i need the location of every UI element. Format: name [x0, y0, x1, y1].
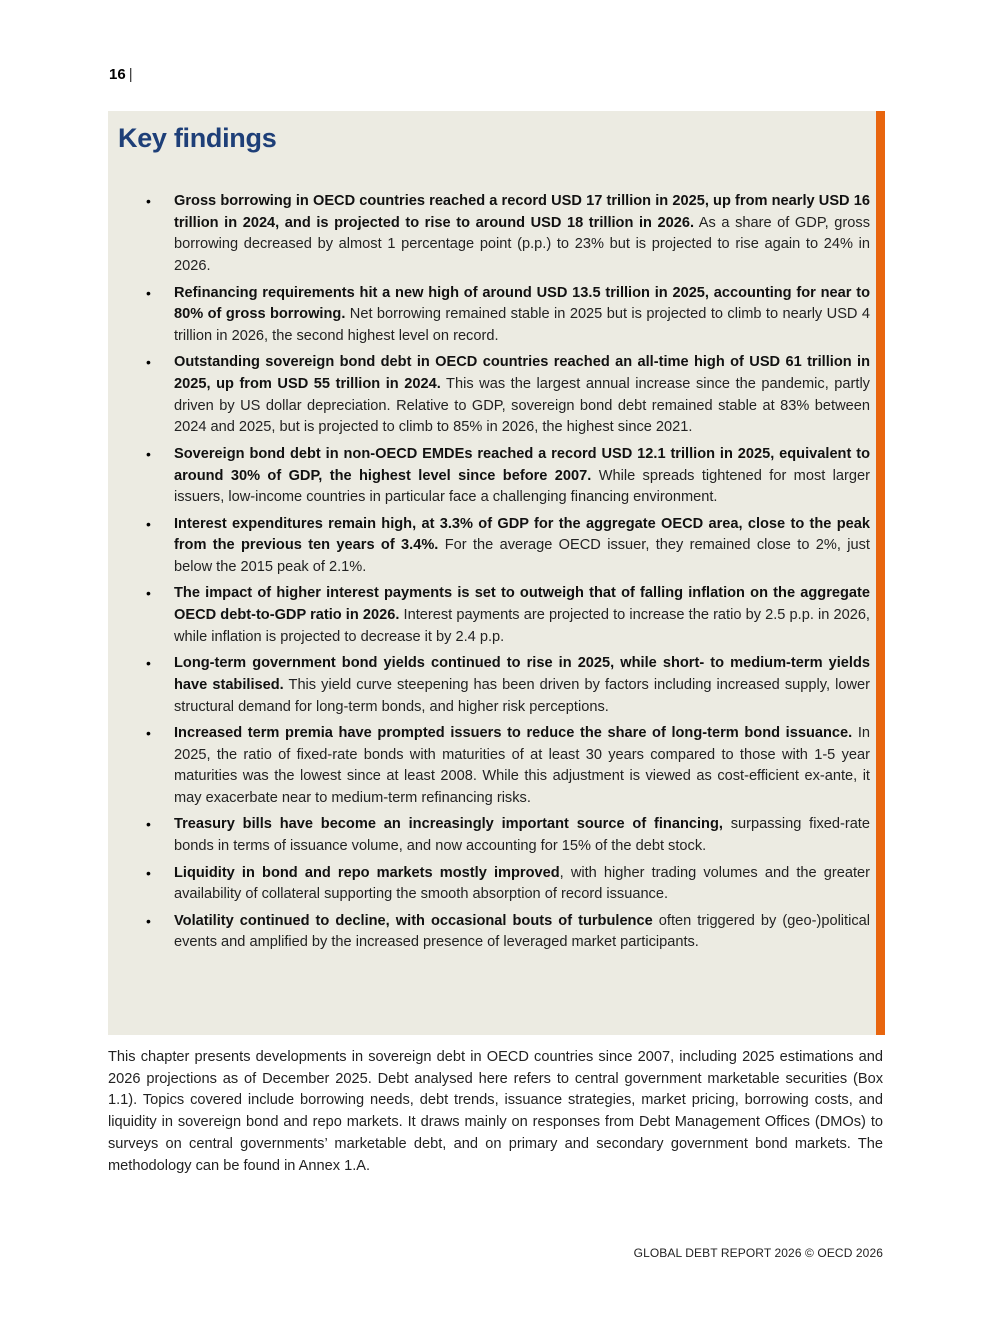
key-finding-lead: The impact of higher interest payments is set to outweigh that of falling inflation on the aggregate OECD debt-to-GDP ratio in 2026. — [174, 585, 870, 624]
bullet-icon: • — [146, 585, 151, 602]
key-findings-list — [146, 191, 871, 959]
key-finding-body: often triggered by (geo-)political events and amplified by the increased presence of leveraged market participants. — [174, 912, 870, 951]
key-finding-lead: Long-term government bond yields continued to rise in 2025, while short- to medium-term yields have stabilised. — [174, 655, 870, 693]
bullet-icon: • — [146, 816, 151, 833]
key-finding-item — [146, 191, 870, 278]
key-findings-box — [108, 111, 885, 1035]
key-finding-lead: Sovereign bond debt in non-OECD EMDEs reached a record USD 12.1 trillion in 2025, equivalent to around 30% of GDP, the highest level since before 2007. — [174, 445, 870, 484]
bullet-icon: • — [146, 912, 151, 929]
key-finding-body: Net borrowing remained stable in 2025 but is projected to climb to nearly USD 4 trillion in 2026, the second highest level on record. — [174, 306, 870, 344]
bullet-icon: • — [146, 354, 151, 371]
key-finding-lead: Liquidity in bond and repo markets mostly improved — [174, 864, 560, 881]
key-finding-item — [146, 583, 870, 648]
key-finding-body: For the average OECD issuer, they remained close to 2%, just below the 2015 peak of 2.1%. — [174, 537, 870, 575]
page-number-separator: | — [128, 66, 133, 83]
key-finding-body: In 2025, the ratio of fixed-rate bonds with maturities of at least 30 years compared to those with 1-5 year maturities was the lowest since at least 2008. While this adjustment is viewed as cost-efficient ex-ante, it may exacerbate near to medium-term refinancing risks. — [174, 724, 871, 807]
key-finding-lead: Interest expenditures remain high, at 3.3% of GDP for the aggregate OECD area, close to the peak from the previous ten years of 3.4%. — [174, 515, 870, 554]
key-finding-body: While spreads tightened for most larger issuers, low-income countries in particular face a challenging financing environment. — [174, 467, 870, 506]
bullet-icon: • — [146, 193, 151, 209]
key-finding-item — [146, 911, 870, 954]
chapter-intro-paragraph: This chapter presents developments in sovereign debt in OECD countries since 2007, including 2025 estimations and 2026 projections as of December 2025. Debt analysed here refers to central government marketable securities (Box 1.1). Topics covered include borrowing needs, debt trends, issuance strategies, market pricing, borrowing costs, and liquidity in sovereign bond and repo markets. It draws mainly on responses from Debt Management Offices (DMOs) to surveys on central governments’ marketable debt, and on primary and secondary government bond markets. The methodology can be found in Annex 1.A. — [108, 1049, 883, 1174]
key-finding-body: This was the largest annual increase since the pandemic, partly driven by US dollar depreciation. Relative to GDP, sovereign bond debt remained stable at 83% between 2024 and 2025, but is projected to climb to 85% in 2026, the highest since 2021. — [174, 376, 870, 436]
bullet-icon: • — [146, 724, 151, 741]
key-finding-lead: Outstanding sovereign bond debt in OECD countries reached an all-time high of USD 61 trillion in 2025, up from USD 55 trillion in 2024. — [174, 354, 870, 392]
key-finding-body: As a share of GDP, gross borrowing decreased by almost 1 percentage point (p.p.) to 23% but is projected to rise again to 24% in 2026. — [174, 214, 870, 275]
key-finding-body: , with higher trading volumes and the greater availability of collateral supporting the smooth absorption of record issuance. — [174, 864, 870, 903]
page-footer: GLOBAL DEBT REPORT 2026 © OECD 2026 — [633, 1246, 883, 1260]
bullet-icon: • — [146, 445, 151, 462]
key-finding-lead: Increased term premia have prompted issuers to reduce the share of long-term bond issuance. — [174, 724, 853, 741]
page-number — [109, 66, 133, 83]
key-finding-body: surpassing fixed-rate bonds in terms of issuance volume, and now accounting for 15% of the debt stock. — [174, 816, 870, 855]
page-number-value: 16 — [109, 66, 126, 83]
key-finding-lead: Treasury bills have become an increasingly important source of financing, — [174, 816, 723, 833]
key-finding-item — [146, 814, 870, 857]
key-finding-lead: Volatility continued to decline, with occasional bouts of turbulence — [174, 912, 653, 929]
bullet-icon: • — [146, 284, 151, 301]
key-finding-lead: Gross borrowing in OECD countries reached a record USD 17 trillion in 2025, up from nearly USD 16 trillion in 2024, and is projected to rise to around USD 18 trillion in 2026. — [174, 193, 870, 231]
bullet-icon: • — [146, 655, 151, 672]
bullet-icon: • — [146, 515, 151, 532]
key-finding-item — [146, 723, 871, 810]
key-finding-item — [146, 863, 870, 906]
key-finding-item — [146, 444, 870, 509]
key-finding-item — [146, 283, 870, 348]
key-finding-item — [146, 653, 870, 718]
key-finding-item — [146, 514, 870, 579]
key-findings-title: Key findings — [118, 123, 277, 153]
key-finding-item — [146, 352, 870, 439]
key-finding-lead: Refinancing requirements hit a new high of around USD 13.5 trillion in 2025, accounting for near to 80% of gross borrowing. — [174, 284, 870, 323]
key-finding-body: This yield curve steepening has been driven by factors including increased supply, lower structural demand for long-term bonds, and higher risk perceptions. — [174, 676, 870, 715]
key-finding-body: Interest payments are projected to increase the ratio by 2.5 p.p. in 2026, while inflation is projected to decrease it by 2.4 p.p. — [174, 607, 870, 645]
bullet-icon: • — [146, 864, 151, 881]
